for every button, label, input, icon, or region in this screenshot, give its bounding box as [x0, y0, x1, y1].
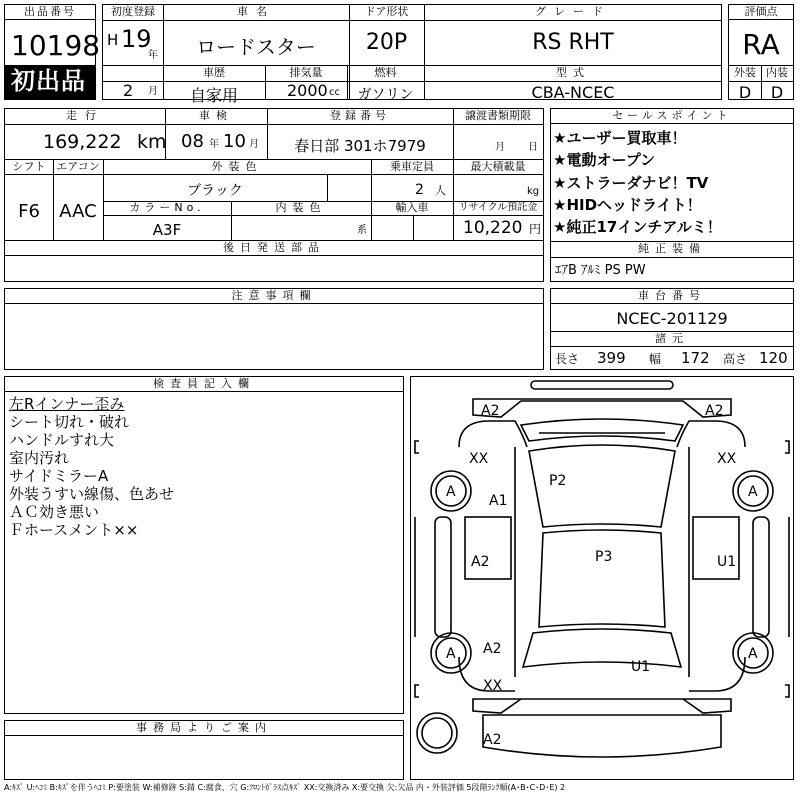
- inspector-note: 左Rインナー歪み: [9, 395, 125, 413]
- car-name: ロードスター: [196, 35, 316, 59]
- exterior-label: 外装: [734, 66, 756, 79]
- reg-month: 2: [123, 81, 134, 100]
- mark-a1: A1: [489, 493, 508, 509]
- rating-label: 評価点: [729, 5, 793, 20]
- recycle-fee: 10,220: [463, 218, 523, 238]
- mark-a2-bottom: A2: [483, 732, 502, 748]
- later-parts-label: 後日発送部品: [223, 241, 325, 254]
- inspector-note: 室内汚れ: [9, 449, 70, 467]
- exterior-grade: D: [738, 83, 752, 102]
- reg-year: 19: [121, 25, 152, 53]
- interior-label: 内装: [766, 66, 788, 79]
- first-listing-badge: 初出品: [5, 65, 95, 99]
- inspector-label: 検査員記入欄: [5, 377, 403, 392]
- notes-box: [4, 288, 544, 370]
- mark-xx-rear-left: XX: [483, 678, 503, 694]
- ac: AAC: [59, 201, 97, 222]
- sales-point-item: ★ユーザー買取車！: [553, 129, 687, 147]
- load-label: 最大積載量: [470, 160, 526, 173]
- capacity-label: 乗車定員: [390, 160, 434, 173]
- chassis-box: 車台番号 NCEC-201129 諸元 長さ 399 幅 172 高さ 120: [550, 288, 794, 370]
- mark-a2-rear-left: A2: [483, 641, 502, 657]
- recycle-label: リサイクル預託金: [458, 202, 538, 213]
- mark-p3: P3: [595, 549, 613, 565]
- mileage: 169,222: [43, 131, 122, 153]
- shift-label: シフト: [12, 160, 46, 173]
- capacity: 2: [415, 182, 424, 198]
- fuel-label: 燃料: [374, 66, 397, 79]
- width-value: 172: [681, 349, 710, 367]
- grade: RS RHT: [532, 30, 614, 55]
- sales-points-label: セールスポイント: [551, 109, 793, 124]
- inspector-note: ハンドルすれ大: [9, 431, 115, 449]
- mark-u1-right: U1: [717, 554, 737, 570]
- ac-label: エアコン: [56, 160, 100, 173]
- interior-grade: D: [770, 83, 784, 102]
- mark-u1-rear: U1: [631, 659, 651, 675]
- inspection-month: 10: [223, 131, 246, 152]
- inspection-year: 08: [181, 131, 204, 152]
- history: 自家用: [189, 86, 238, 105]
- first-reg-label: 初度登録: [111, 5, 155, 18]
- chassis-label: 車台番号: [551, 289, 793, 304]
- lot-number: 10198: [11, 29, 101, 62]
- plate-number: 春日部 301ホ7979: [294, 137, 426, 155]
- door-type: 20P: [365, 30, 408, 55]
- office-label: 事務局よりご案内: [5, 721, 403, 736]
- chassis-number: NCEC-201129: [616, 309, 728, 328]
- door-label: ドア形状: [364, 5, 409, 18]
- notes-label: 注意事項欄: [5, 289, 543, 304]
- vehicle-details-table: 走行 車検 登録番号 譲渡書類期限 169,222 km 08 年 10 月 春日部 301ホ7979 月 日 シフト エアコン 外装色 乗車定員 最大積載量 F6 AAC ブラック 2 人 kg カラーNo. 内装色 輸入車 リサイクル預託金 A3F 系 10,220 円 後日発送部品: [4, 108, 544, 282]
- mark-a-wheel-rr: A: [748, 646, 758, 662]
- color-no: A3F: [152, 221, 182, 239]
- rating-box: [728, 4, 794, 100]
- equipment-value: ｴｱB ｱﾙﾐ PS PW: [555, 263, 646, 278]
- sales-point-item: ★純正17インチアルミ！: [553, 218, 722, 236]
- model: CBA-NCEC: [531, 83, 615, 102]
- mark-a2-front-left: A2: [481, 403, 500, 419]
- inspector-note: ＡＣ効き悪い: [9, 503, 100, 521]
- plate-label: 登録番号: [330, 109, 390, 122]
- ext-color-label: 外装色: [211, 160, 263, 173]
- inspector-note: 外装うすい線傷、色あせ: [9, 485, 175, 503]
- color-no-label: カラーNo.: [129, 201, 205, 214]
- rating: RA: [742, 28, 780, 61]
- model-label: 型式: [556, 66, 590, 79]
- sales-points-box: [550, 108, 794, 282]
- history-label: 車歴: [203, 66, 225, 79]
- ext-color: ブラック: [187, 183, 243, 199]
- displacement-label: 排気量: [289, 66, 323, 79]
- height-value: 120: [759, 349, 788, 367]
- mileage-label: 走行: [66, 109, 104, 122]
- mark-a2-front-right: A2: [705, 403, 724, 419]
- inspector-note: シート切れ・破れ: [9, 413, 130, 431]
- mark-a-wheel-fr: A: [748, 484, 758, 500]
- office-box: [4, 720, 404, 780]
- mark-xx-front-right: XX: [717, 451, 737, 467]
- fuel: ガソリン: [357, 87, 414, 103]
- inspection-label: 車検: [199, 109, 233, 122]
- mark-a-wheel-rl: A: [446, 646, 456, 662]
- lot-number-label: 出品番号: [5, 5, 95, 20]
- legend: A:ｷｽﾞ U:ﾍｺﾐ B:ｷｽﾞを伴うﾍｺﾐ P:要塗装 W:補修跡 S:錆 C:腐食、穴 G:ﾌﾛﾝﾄｶﾞﾗｽ点ｷｽﾞ XX:交換済み X:要交換 欠:欠品 内・外装評価 5段階ﾗﾝｸ順(A･B･C･D･E) 2: [4, 783, 566, 792]
- int-color-label: 内装色: [275, 201, 327, 214]
- lot-number-box: [4, 4, 101, 100]
- mark-a2-left: A2: [471, 554, 490, 570]
- shift: F6: [18, 201, 40, 222]
- car-name-label: 車名: [237, 5, 275, 18]
- inspector-box: [4, 376, 404, 714]
- inspector-note: Ｆホースメント××: [9, 521, 139, 539]
- mark-a-wheel-fl: A: [446, 484, 456, 500]
- sales-point-item: ★HIDヘッドライト！: [553, 196, 702, 214]
- era: H: [107, 31, 119, 49]
- mark-p2: P2: [549, 473, 567, 489]
- grade-label: グレード: [535, 5, 611, 18]
- equipment-label: 純正装備: [638, 242, 706, 255]
- dims-label: 諸元: [655, 332, 689, 345]
- car-diagram: [410, 376, 794, 780]
- main-header-table: 初度登録 車名 ドア形状 グレード H 19 年 ロードスター 20P RS RHT 車歴 排気量 燃料 型式 2 月 自家用 2000 cc ガソリン CBA-NCEC: [102, 4, 722, 100]
- sales-point-item: ★電動オープン: [553, 151, 656, 169]
- inspector-note: サイドミラーA: [9, 467, 109, 485]
- transfer-label: 譲渡書類期限: [465, 109, 531, 122]
- sales-point-item: ★ストラーダナビ！TV: [553, 174, 709, 192]
- mark-xx-front-left: XX: [469, 451, 489, 467]
- import-label: 輸入車: [395, 201, 429, 214]
- displacement: 2000: [287, 81, 328, 100]
- length-value: 399: [597, 349, 626, 367]
